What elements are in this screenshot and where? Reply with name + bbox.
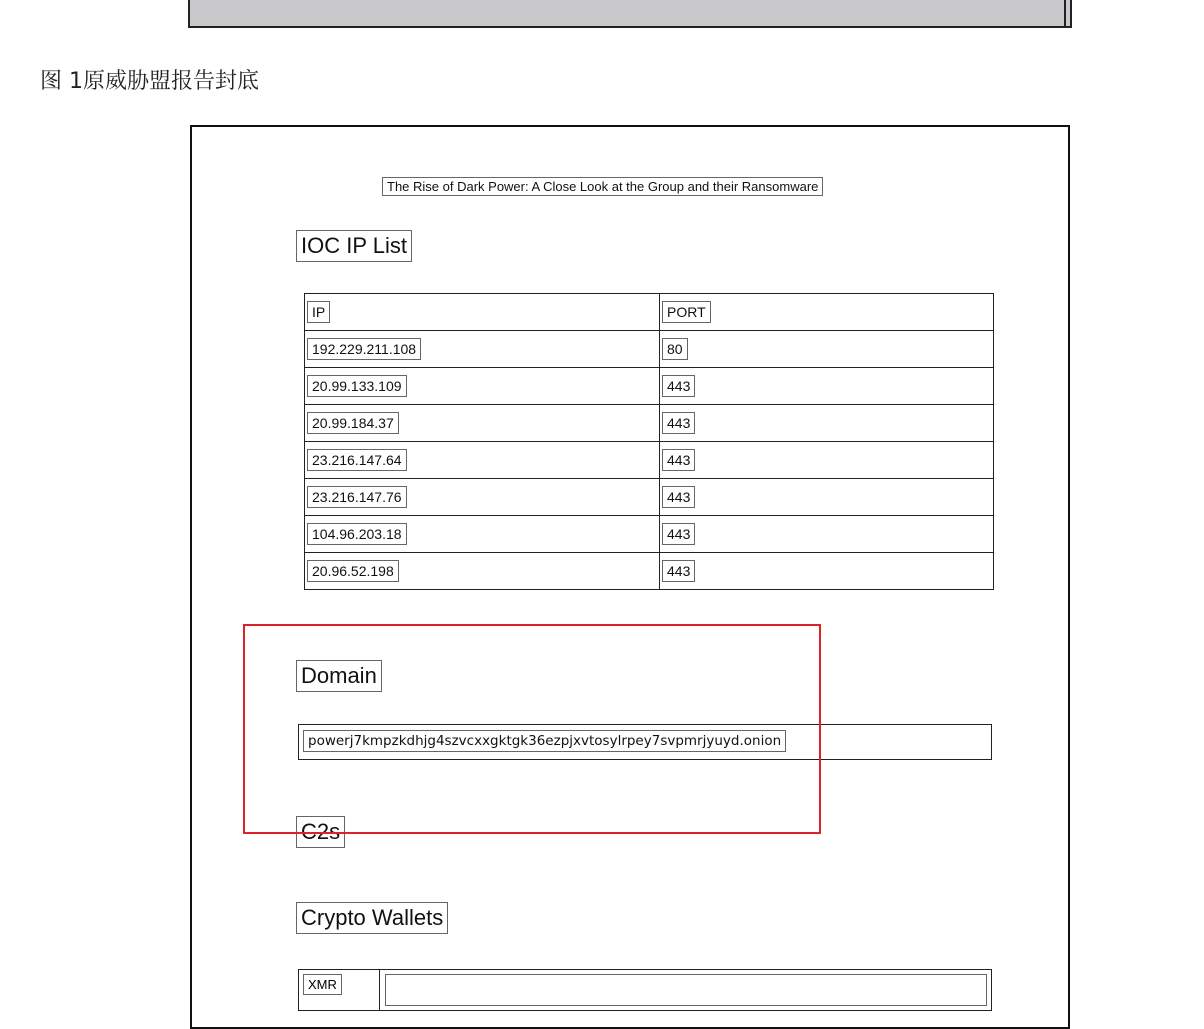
table-row	[305, 516, 994, 553]
table-row	[305, 442, 994, 479]
table-row	[305, 553, 994, 590]
wallet-row	[298, 969, 992, 1011]
ip-cell	[305, 442, 660, 479]
port-cell	[660, 405, 994, 442]
ip-value: 104.96.203.18	[307, 523, 407, 545]
table-row	[305, 405, 994, 442]
table-header-row	[305, 294, 994, 331]
ioc-ip-table	[304, 293, 994, 590]
ip-value: 20.99.133.109	[307, 375, 407, 397]
report-page	[190, 125, 1070, 1029]
port-value: 443	[662, 523, 695, 545]
domain-row	[298, 724, 992, 760]
port-value: 443	[662, 412, 695, 434]
ip-cell	[305, 368, 660, 405]
port-value: 443	[662, 449, 695, 471]
column-header-ip: IP	[307, 301, 330, 323]
ip-value: 23.216.147.76	[307, 486, 407, 508]
ip-value: 192.229.211.108	[307, 338, 421, 360]
port-cell	[660, 331, 994, 368]
table-row	[305, 368, 994, 405]
port-cell	[660, 516, 994, 553]
ip-cell	[305, 405, 660, 442]
table-row	[305, 479, 994, 516]
ioc-ip-list-heading: IOC IP List	[296, 230, 412, 262]
domain-heading: Domain	[296, 660, 382, 692]
crypto-wallets-heading: Crypto Wallets	[296, 902, 448, 934]
ip-cell	[305, 553, 660, 590]
c2s-heading: C2s	[296, 816, 345, 848]
ip-value: 23.216.147.64	[307, 449, 407, 471]
domain-value: powerj7kmpzkdhjg4szvcxxgktgk36ezpjxvtosylrpey7svpmrjyuyd.onion	[303, 730, 786, 752]
port-cell	[660, 442, 994, 479]
wallet-column-divider	[379, 970, 380, 1010]
previous-figure-panel	[188, 0, 1072, 28]
port-cell	[660, 368, 994, 405]
wallet-address-box	[385, 974, 987, 1006]
port-value: 80	[662, 338, 688, 360]
port-cell	[660, 553, 994, 590]
port-value: 443	[662, 560, 695, 582]
ip-value: 20.96.52.198	[307, 560, 399, 582]
ip-cell	[305, 516, 660, 553]
table-row	[305, 331, 994, 368]
port-value: 443	[662, 375, 695, 397]
wallet-currency: XMR	[303, 974, 342, 995]
ip-cell	[305, 479, 660, 516]
port-value: 443	[662, 486, 695, 508]
ip-cell	[305, 331, 660, 368]
ip-value: 20.99.184.37	[307, 412, 399, 434]
report-title: The Rise of Dark Power: A Close Look at the Group and their Ransomware	[382, 177, 823, 196]
column-header-port: PORT	[662, 301, 711, 323]
table-header-cell	[305, 294, 660, 331]
table-header-cell	[660, 294, 994, 331]
port-cell	[660, 479, 994, 516]
figure-caption: 图 1原威胁盟报告封底	[40, 69, 259, 94]
